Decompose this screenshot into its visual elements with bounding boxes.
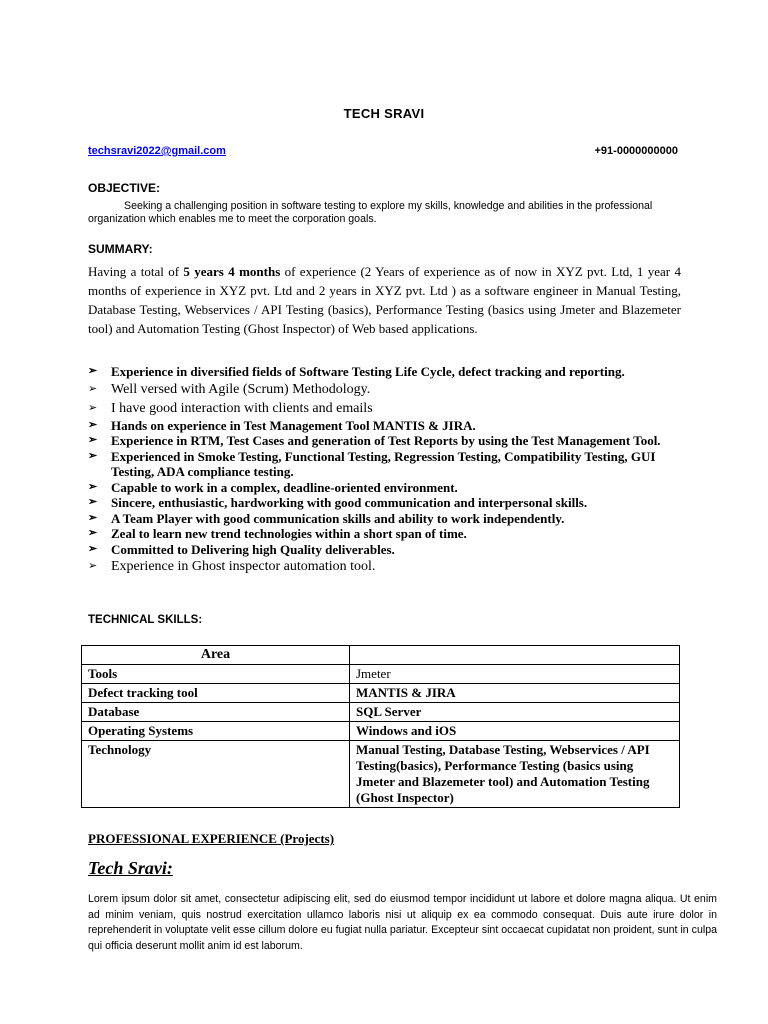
summary-bullet-text: Experience in diversified fields of Software Testing Life Cycle, defect tracking and reporting. — [111, 364, 625, 379]
technical-skills-heading: TECHNICAL SKILLS: — [88, 614, 203, 626]
skill-area-cell: Technology — [82, 741, 350, 808]
resume-name-title: TECH SRAVI — [343, 106, 425, 121]
summary-intro-bold: 5 years 4 months — [183, 264, 281, 279]
phone-number: +91-0000000000 — [594, 145, 678, 157]
summary-bullet-text: Well versed with Agile (Scrum) Methodology. — [111, 381, 371, 397]
table-row — [82, 665, 680, 684]
technical-skills-table — [81, 645, 680, 808]
skill-value-cell: MANTIS & JIRA — [350, 684, 680, 703]
summary-bullet-item — [88, 449, 688, 480]
summary-bullet-item — [88, 399, 688, 418]
arrow-bullet-icon: ➢ — [88, 365, 98, 377]
table-row — [82, 684, 680, 703]
summary-bullet-item — [88, 364, 688, 380]
table-row — [82, 741, 680, 808]
skill-value-cell: Jmeter — [350, 665, 680, 684]
summary-bullet-text: Capable to work in a complex, deadline-oriented environment. — [111, 479, 458, 495]
summary-bullet-item — [88, 495, 688, 511]
summary-bullet-text: Hands on experience in Test Management Tool MANTIS & JIRA. — [111, 417, 476, 433]
summary-intro-rest: of experience (2 Years of experience as of now in XYZ pvt. Ltd, 1 year 4 months of experience in XYZ pvt. Ltd and 2 years in XYZ pvt. Ltd ) as a software engineer in Manual Testing, Database Testing, Webservices / API Testing (basics), Performance Testing (basics using Jmeter and Blazemeter tool) and Automation Testing (Ghost Inspector) of Web based applications. — [88, 264, 681, 336]
summary-heading: SUMMARY: — [88, 242, 153, 256]
summary-bullet-item — [88, 418, 688, 434]
arrow-bullet-icon: ➢ — [88, 560, 98, 572]
summary-bullet-text: Experienced in Smoke Testing, Functional Testing, Regression Testing, Compatibility Testing, GUI Testing, ADA compliance testing. — [111, 448, 656, 479]
skill-area-cell: Defect tracking tool — [82, 684, 350, 703]
skill-value-cell: Windows and iOS — [350, 722, 680, 741]
objective-heading: OBJECTIVE: — [88, 181, 161, 195]
summary-paragraph — [88, 262, 681, 338]
arrow-bullet-icon: ➢ — [88, 542, 98, 555]
arrow-bullet-icon: ➢ — [88, 511, 98, 524]
skill-value-cell: Manual Testing, Database Testing, Webservices / API Testing(basics), Performance Testing (basics using Jmeter and Blazemeter tool) and Automation Testing (Ghost Inspector) — [350, 741, 680, 808]
table-header-value — [350, 646, 680, 665]
summary-bullet-item — [88, 542, 688, 558]
summary-bullet-text: Committed to Delivering high Quality deliverables. — [111, 541, 395, 557]
summary-bullet-item — [88, 526, 688, 542]
arrow-bullet-icon: ➢ — [88, 418, 98, 431]
objective-text: Seeking a challenging position in software testing to explore my skills, knowledge and abilities in the professional organization which enables me to meet the corporation goals. — [88, 200, 653, 225]
skill-area-cell: Database — [82, 703, 350, 722]
summary-bullet-text: A Team Player with good communication skills and ability to work independently. — [111, 510, 565, 526]
summary-bullet-text: Sincere, enthusiastic, hardworking with good communication and interpersonal skills. — [111, 495, 588, 510]
arrow-bullet-icon: ➢ — [88, 527, 98, 539]
summary-bullet-text: I have good interaction with clients and emails — [111, 400, 373, 416]
summary-bullet-item — [88, 480, 688, 496]
table-row — [82, 722, 680, 741]
table-header-area: Area — [82, 646, 350, 665]
summary-bullet-text: Experience in Ghost inspector automation tool. — [111, 559, 376, 574]
summary-bullet-item — [88, 380, 688, 399]
summary-intro-prefix: Having a total of — [88, 264, 184, 279]
summary-bullet-item — [88, 557, 688, 576]
email-link[interactable]: techsravi2022@gmail.com — [88, 145, 226, 157]
arrow-bullet-icon: ➢ — [88, 434, 98, 446]
summary-bullet-text: Zeal to learn new trend technologies within a short span of time. — [111, 526, 467, 541]
project-description: Lorem ipsum dolor sit amet, consectetur adipiscing elit, sed do eiusmod tempor incididunt ut labore et dolore magna aliqua. Ut enim ad minim veniam, quis nostrud exercitation ullamco laboris nisi ut aliquip ex ea commodo consequat. Duis aute irure dolor in reprehenderit in voluptate velit esse cillum dolore eu fugiat nulla pariatur. Excepteur sint occaecat cupidatat non proident, sunt in culpa qui officia deserunt mollit anim id est laborum. — [88, 893, 717, 952]
arrow-bullet-icon: ➢ — [88, 382, 98, 395]
summary-bullet-text: Experience in RTM, Test Cases and generation of Test Reports by using the Test Management Tool. — [111, 433, 661, 448]
contact-row — [88, 145, 680, 157]
summary-bullet-item — [88, 433, 688, 449]
table-header-row — [82, 646, 680, 665]
professional-experience-heading: PROFESSIONAL EXPERIENCE (Projects) — [88, 831, 335, 846]
arrow-bullet-icon: ➢ — [88, 401, 98, 414]
arrow-bullet-icon: ➢ — [88, 480, 98, 493]
table-row — [82, 703, 680, 722]
arrow-bullet-icon: ➢ — [88, 449, 98, 462]
summary-bullet-item — [88, 511, 688, 527]
skill-value-cell: SQL Server — [350, 703, 680, 722]
summary-bullet-list — [88, 364, 688, 576]
skill-area-cell: Tools — [82, 665, 350, 684]
skill-area-cell: Operating Systems — [82, 722, 350, 741]
arrow-bullet-icon: ➢ — [88, 496, 98, 508]
project-name: Tech Sravi: — [88, 858, 173, 878]
